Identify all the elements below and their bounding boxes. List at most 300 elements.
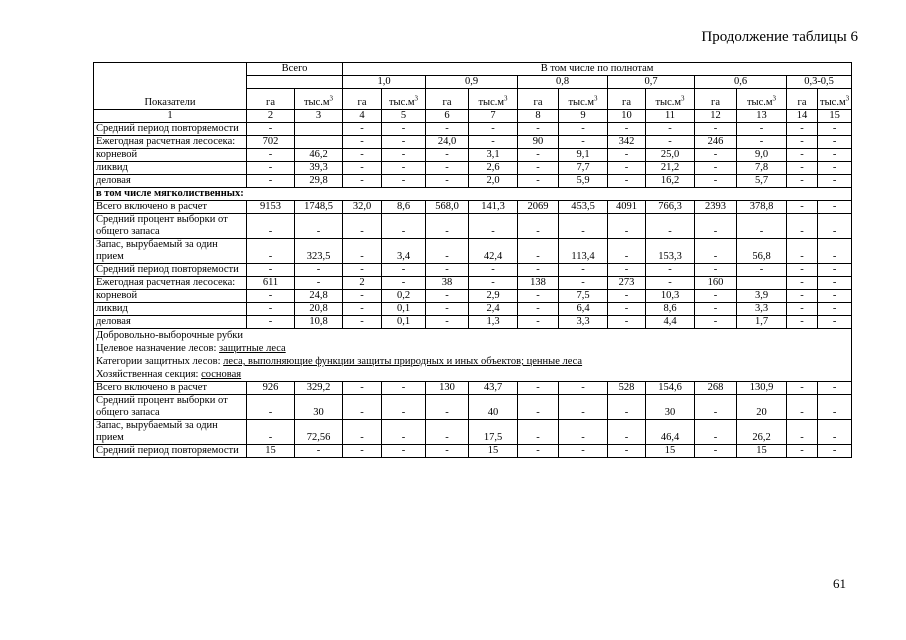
note-label: Добровольно-выборочные рубки [96, 330, 244, 341]
table-cell: 39,3 [295, 162, 343, 175]
table-cell: - [518, 382, 559, 395]
table-cell: - [518, 149, 559, 162]
column-number: 2 [247, 110, 295, 123]
table-cell: 9,1 [559, 149, 608, 162]
table-cell: - [426, 303, 469, 316]
table-cell: - [518, 162, 559, 175]
table-cell: - [818, 136, 852, 149]
table-cell: - [426, 175, 469, 188]
table-cell: 20,8 [295, 303, 343, 316]
row-label: деловая [94, 175, 247, 188]
table-row [94, 136, 852, 149]
table-cell: - [343, 149, 382, 162]
table-row [94, 214, 852, 239]
table-cell: - [382, 277, 426, 290]
table-row [94, 277, 852, 290]
table-cell: 246 [695, 136, 737, 149]
table-cell: - [247, 149, 295, 162]
table-cell: 130,9 [737, 382, 787, 395]
table-cell: - [787, 420, 818, 445]
table-cell: - [382, 395, 426, 420]
table-cell: - [608, 162, 646, 175]
table-cell: 46,4 [646, 420, 695, 445]
table-cell: 2,4 [469, 303, 518, 316]
table-row [94, 201, 852, 214]
table-cell: - [559, 277, 608, 290]
row-label: Средний процент выборки от общего запаса [94, 214, 247, 239]
table-cell: - [818, 382, 852, 395]
table-cell: - [646, 214, 695, 239]
table-cell: 8,6 [646, 303, 695, 316]
table-cell: 323,5 [295, 239, 343, 264]
table-cell: 273 [608, 277, 646, 290]
table-cell: - [695, 175, 737, 188]
table-cell: 9153 [247, 201, 295, 214]
note-label: Хозяйственная секция: [96, 369, 202, 380]
table-cell: - [343, 445, 382, 458]
table-cell: - [608, 214, 646, 239]
table-cell: 43,7 [469, 382, 518, 395]
table-cell: - [559, 264, 608, 277]
table-cell: - [382, 264, 426, 277]
table-cell: 113,4 [559, 239, 608, 264]
table-cell: 15 [469, 445, 518, 458]
column-number: 13 [737, 110, 787, 123]
table-cell: 3,3 [559, 316, 608, 329]
column-number: 14 [787, 110, 818, 123]
table-cell: - [343, 395, 382, 420]
table-cell: 72,56 [295, 420, 343, 445]
table-cell: 4,4 [646, 316, 695, 329]
table-cell: 2,6 [469, 162, 518, 175]
table-cell: - [426, 214, 469, 239]
table-cell: - [787, 264, 818, 277]
row-label: корневой [94, 149, 247, 162]
table-cell: 702 [247, 136, 295, 149]
table-cell: 154,6 [646, 382, 695, 395]
table-cell: - [469, 264, 518, 277]
table-cell: 3,1 [469, 149, 518, 162]
row-label: корневой [94, 290, 247, 303]
table-cell: - [247, 214, 295, 239]
table-cell: - [518, 303, 559, 316]
table-cell: - [382, 123, 426, 136]
table-row [94, 316, 852, 329]
table-cell: - [787, 175, 818, 188]
table-cell: - [518, 395, 559, 420]
table-row [94, 382, 852, 395]
unit-cell: га [518, 89, 559, 110]
table-cell: - [608, 316, 646, 329]
table-cell: - [469, 214, 518, 239]
table-cell: - [382, 420, 426, 445]
table-cell: 766,3 [646, 201, 695, 214]
table-cell: - [818, 420, 852, 445]
table-cell: - [247, 264, 295, 277]
table-cell: - [608, 290, 646, 303]
row-label: Запас, вырубаемый за один прием [94, 239, 247, 264]
table-cell: - [646, 123, 695, 136]
column-number: 11 [646, 110, 695, 123]
row-label: Всего включено в расчет [94, 201, 247, 214]
table-cell: - [247, 162, 295, 175]
table-cell: - [426, 239, 469, 264]
section-row [94, 188, 852, 201]
table-cell: - [608, 123, 646, 136]
table-cell: - [559, 214, 608, 239]
header-density: 0,9 [426, 76, 518, 89]
table-cell: - [818, 214, 852, 239]
table-cell: - [818, 316, 852, 329]
table-cell: - [695, 264, 737, 277]
column-number: 10 [608, 110, 646, 123]
table-cell: - [426, 316, 469, 329]
table-cell: - [695, 316, 737, 329]
table-cell: 611 [247, 277, 295, 290]
note-value: леса, выполняющие функции защиты природных и иных объектов; ценные леса [223, 356, 583, 367]
table-cell: 15 [737, 445, 787, 458]
table-cell: - [382, 162, 426, 175]
table-cell: - [695, 445, 737, 458]
note-row [94, 342, 852, 355]
table-cell: - [608, 239, 646, 264]
table-cell: - [608, 175, 646, 188]
page-number: 61 [833, 576, 846, 591]
table-cell: 378,8 [737, 201, 787, 214]
table-cell: - [787, 303, 818, 316]
header-total-blank [247, 76, 343, 89]
table-cell: - [382, 445, 426, 458]
table-cell [295, 123, 343, 136]
table-cell: 2 [343, 277, 382, 290]
note-label: Категории защитных лесов: [96, 356, 224, 367]
table-cell: - [787, 277, 818, 290]
header-density: 0,3-0,5 [787, 76, 852, 89]
unit-cell: $тыс.м^3$ [818, 89, 852, 110]
table-cell: - [646, 264, 695, 277]
table-row [94, 264, 852, 277]
table-cell [737, 277, 787, 290]
table-cell: - [382, 149, 426, 162]
data-table [93, 62, 852, 458]
table-cell: - [737, 264, 787, 277]
table-cell: 160 [695, 277, 737, 290]
table-cell: 130 [426, 382, 469, 395]
header-density: 1,0 [343, 76, 426, 89]
table-cell: 10,8 [295, 316, 343, 329]
table-cell: - [695, 420, 737, 445]
table-cell: - [295, 214, 343, 239]
table-row [94, 395, 852, 420]
table-row [94, 175, 852, 188]
table-cell: - [695, 395, 737, 420]
table-row [94, 162, 852, 175]
table-cell [295, 136, 343, 149]
table-cell: - [787, 445, 818, 458]
column-numbers-row [94, 110, 852, 123]
section-heading: в том числе мягколиственных: [94, 188, 852, 201]
table-cell: - [559, 382, 608, 395]
table-cell: - [559, 395, 608, 420]
column-number: 9 [559, 110, 608, 123]
unit-cell: $тыс.м^3$ [295, 89, 343, 110]
table-cell: - [247, 239, 295, 264]
table-cell: - [518, 239, 559, 264]
table-cell: - [818, 395, 852, 420]
row-label: Средний период повторяемости [94, 264, 247, 277]
table-cell: - [518, 420, 559, 445]
row-label: Ежегодная расчетная лесосека: [94, 136, 247, 149]
table-cell: - [295, 445, 343, 458]
note-row [94, 329, 852, 343]
table-cell: 6,4 [559, 303, 608, 316]
header-density: 0,6 [695, 76, 787, 89]
unit-cell: га [343, 89, 382, 110]
table-cell: 46,2 [295, 149, 343, 162]
table-cell: - [787, 316, 818, 329]
table-cell: - [518, 123, 559, 136]
row-label: ликвид [94, 162, 247, 175]
unit-cell: $тыс.м^3$ [382, 89, 426, 110]
table-cell: - [518, 214, 559, 239]
table-cell: - [695, 149, 737, 162]
table-row [94, 123, 852, 136]
note-line [94, 368, 852, 382]
row-label: ликвид [94, 303, 247, 316]
table-cell: - [608, 445, 646, 458]
table-cell: - [559, 420, 608, 445]
table-cell: 42,4 [469, 239, 518, 264]
table-cell: - [818, 445, 852, 458]
table-cell: 3,4 [382, 239, 426, 264]
row-label: Всего включено в расчет [94, 382, 247, 395]
column-number: 15 [818, 110, 852, 123]
table-cell: - [695, 214, 737, 239]
table-cell: - [695, 162, 737, 175]
table-cell: - [343, 420, 382, 445]
table-cell: 138 [518, 277, 559, 290]
unit-cell: га [695, 89, 737, 110]
table-cell: - [787, 162, 818, 175]
table-cell: - [608, 395, 646, 420]
table-cell: - [787, 214, 818, 239]
table-cell: 2069 [518, 201, 559, 214]
table-cell: - [695, 290, 737, 303]
table-cell: - [518, 316, 559, 329]
table-cell: - [787, 239, 818, 264]
table-cell: - [646, 136, 695, 149]
header-indicators: Показатели [94, 63, 247, 110]
table-cell: - [518, 290, 559, 303]
column-number: 12 [695, 110, 737, 123]
table-cell: - [818, 239, 852, 264]
table-cell: - [737, 136, 787, 149]
table-cell: - [559, 123, 608, 136]
table-cell: - [343, 136, 382, 149]
table-cell: - [295, 277, 343, 290]
table-cell: 7,8 [737, 162, 787, 175]
unit-cell: $тыс.м^3$ [469, 89, 518, 110]
table-cell: 4091 [608, 201, 646, 214]
row-label: Средний период повторяемости [94, 445, 247, 458]
table-cell: 2393 [695, 201, 737, 214]
table-cell: - [426, 420, 469, 445]
table-cell: 3,9 [737, 290, 787, 303]
note-line [94, 342, 852, 355]
note-line [94, 329, 852, 343]
table-cell: - [469, 136, 518, 149]
table-cell: - [343, 316, 382, 329]
table-cell: - [695, 123, 737, 136]
table-cell: - [818, 123, 852, 136]
table-cell: - [469, 277, 518, 290]
table-cell: - [247, 395, 295, 420]
header-by-density: В том числе по полнотам [343, 63, 852, 76]
table-cell: - [608, 420, 646, 445]
table-cell: 926 [247, 382, 295, 395]
table-cell: - [247, 316, 295, 329]
table-cell: 0,2 [382, 290, 426, 303]
table-cell: 7,5 [559, 290, 608, 303]
table-cell: 5,7 [737, 175, 787, 188]
unit-cell: га [787, 89, 818, 110]
table-cell: 56,8 [737, 239, 787, 264]
table-cell: - [646, 277, 695, 290]
note-value: защитные леса [219, 343, 286, 354]
table-cell: - [787, 290, 818, 303]
table-cell: - [343, 214, 382, 239]
table-cell: - [247, 290, 295, 303]
table-cell: - [818, 290, 852, 303]
table-cell: - [382, 214, 426, 239]
table-cell: - [818, 303, 852, 316]
unit-cell: га [247, 89, 295, 110]
table-row [94, 149, 852, 162]
table-cell: - [426, 149, 469, 162]
unit-cell: га [608, 89, 646, 110]
table-cell: - [518, 175, 559, 188]
table-caption: Продолжение таблицы 6 [701, 29, 858, 45]
table-cell: - [343, 290, 382, 303]
table-cell: - [382, 136, 426, 149]
table-cell: - [608, 264, 646, 277]
table-row [94, 239, 852, 264]
table-cell: - [343, 175, 382, 188]
row-label: Ежегодная расчетная лесосека: [94, 277, 247, 290]
table-cell: 10,3 [646, 290, 695, 303]
table-cell: - [818, 201, 852, 214]
table-cell: 90 [518, 136, 559, 149]
table-cell: - [295, 264, 343, 277]
table-cell: - [247, 175, 295, 188]
table-cell: 24,0 [426, 136, 469, 149]
unit-cell: $тыс.м^3$ [559, 89, 608, 110]
table-cell: 453,5 [559, 201, 608, 214]
table-cell: - [518, 445, 559, 458]
column-number: 7 [469, 110, 518, 123]
table-cell: 24,8 [295, 290, 343, 303]
column-number: 3 [295, 110, 343, 123]
table-cell: 268 [695, 382, 737, 395]
table-cell: 2,0 [469, 175, 518, 188]
table-cell: - [787, 123, 818, 136]
column-number: 5 [382, 110, 426, 123]
table-cell: 1748,5 [295, 201, 343, 214]
table-cell: - [695, 303, 737, 316]
table-cell: - [787, 395, 818, 420]
table-cell: - [787, 136, 818, 149]
unit-cell: $тыс.м^3$ [737, 89, 787, 110]
table-cell: - [818, 264, 852, 277]
table-cell: - [426, 290, 469, 303]
table-cell: - [247, 420, 295, 445]
table-cell: 0,1 [382, 316, 426, 329]
table-cell: - [426, 395, 469, 420]
table-cell: 15 [247, 445, 295, 458]
table-cell: 38 [426, 277, 469, 290]
table-cell: - [247, 303, 295, 316]
table-cell: - [559, 445, 608, 458]
table-cell: - [787, 382, 818, 395]
table-cell: 32,0 [343, 201, 382, 214]
column-number: 6 [426, 110, 469, 123]
header-density: 0,7 [608, 76, 695, 89]
row-label: Средний период повторяемости [94, 123, 247, 136]
table-cell: 568,0 [426, 201, 469, 214]
table-cell: 30 [295, 395, 343, 420]
table-cell: - [787, 149, 818, 162]
table-cell: 30 [646, 395, 695, 420]
note-row [94, 368, 852, 382]
table-cell: 1,7 [737, 316, 787, 329]
table-cell: 5,9 [559, 175, 608, 188]
note-line [94, 355, 852, 368]
table-cell: - [608, 149, 646, 162]
table-cell: 528 [608, 382, 646, 395]
table-cell: - [382, 175, 426, 188]
table-cell: - [608, 303, 646, 316]
table-cell: - [787, 201, 818, 214]
table-row [94, 445, 852, 458]
note-value: сосновая [201, 369, 242, 380]
table-cell: - [818, 175, 852, 188]
row-label: деловая [94, 316, 247, 329]
table-cell: - [343, 303, 382, 316]
table-cell: - [426, 264, 469, 277]
table-cell: 141,3 [469, 201, 518, 214]
table-cell: 0,1 [382, 303, 426, 316]
row-label: Средний процент выборки от общего запаса [94, 395, 247, 420]
table-cell: 16,2 [646, 175, 695, 188]
table-cell: 40 [469, 395, 518, 420]
table-cell: - [247, 123, 295, 136]
table-cell: - [818, 162, 852, 175]
header-density: 0,8 [518, 76, 608, 89]
table-cell: - [518, 264, 559, 277]
table-cell: - [382, 382, 426, 395]
table-cell: 15 [646, 445, 695, 458]
table-cell: 3,3 [737, 303, 787, 316]
table-cell: 1,3 [469, 316, 518, 329]
table-cell: 342 [608, 136, 646, 149]
note-label: Целевое назначение лесов: [96, 343, 220, 354]
table-row [94, 290, 852, 303]
table-cell: - [343, 264, 382, 277]
note-row [94, 355, 852, 368]
column-number: 1 [94, 110, 247, 123]
row-label: Запас, вырубаемый за один прием [94, 420, 247, 445]
table-cell: - [695, 239, 737, 264]
